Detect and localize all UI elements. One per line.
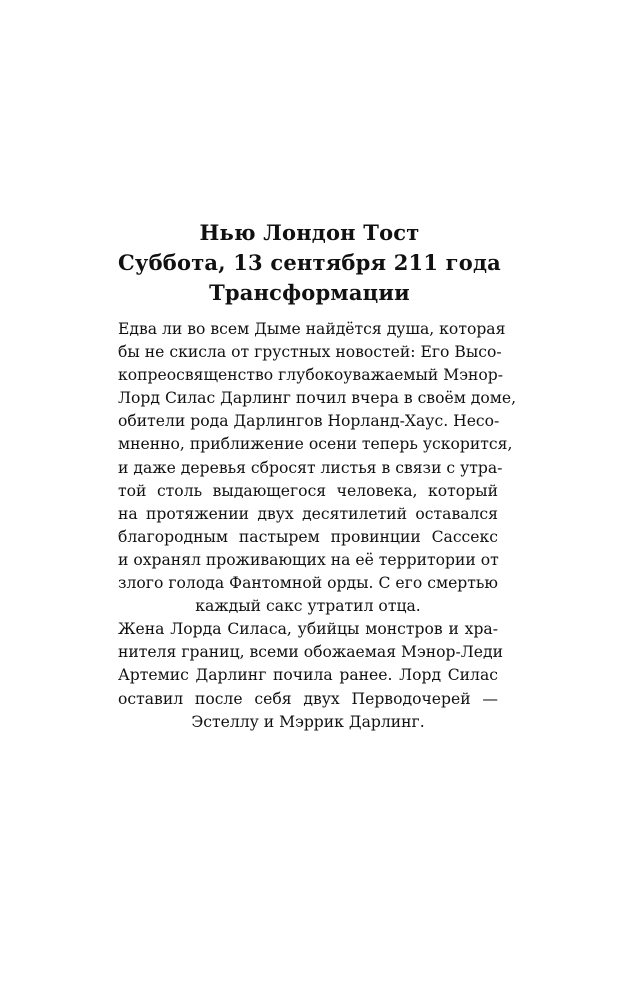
text-line: обители рода Дарлингов Норланд-Хаус. Несо- bbox=[118, 412, 500, 431]
text-line: мненно, приближение осени теперь ускорится, bbox=[118, 435, 513, 454]
era-label: Трансформации bbox=[209, 280, 410, 305]
article-heading bbox=[0, 218, 619, 308]
text-line: и охранял проживающих на её территории от bbox=[118, 550, 499, 569]
text-line: Лорд Силас Дарлинг почил вчера в своём доме, bbox=[118, 389, 517, 408]
text-line: благородным пастырем провинции Сассекс bbox=[118, 527, 498, 546]
issue-date: Суббота, 13 сентября 211 года bbox=[118, 250, 501, 275]
text-line: копреосвященство глубокоуважаемый Мэнор- bbox=[118, 366, 503, 385]
text-line-final: каждый сакс утратил отца. bbox=[195, 597, 421, 616]
paragraph-1 bbox=[118, 318, 517, 618]
newspaper-title: Нью Лондон Тост bbox=[199, 220, 420, 245]
text-line: оставил после себя двух Перводочерей — bbox=[118, 689, 498, 708]
text-line: нителя границ, всеми обожаемая Мэнор-Леди bbox=[118, 643, 503, 662]
text-line: на протяжении двух десятилетий оставался bbox=[118, 504, 498, 523]
paragraph-2 bbox=[118, 618, 503, 733]
text-line-final: Эстеллу и Мэррик Дарлинг. bbox=[191, 712, 425, 731]
text-line: Жена Лорда Силаса, убийцы монстров и хра- bbox=[118, 620, 498, 639]
text-line: злого голода Фантомной орды. С его смертью bbox=[118, 574, 498, 593]
text-line: Артемис Дарлинг почила ранее. Лорд Силас bbox=[118, 666, 498, 685]
text-line: Едва ли во всем Дыме найдётся душа, которая bbox=[118, 320, 506, 338]
text-line: бы не скисла от грустных новостей: Его Высо- bbox=[118, 343, 502, 362]
text-line: той столь выдающегося человека, который bbox=[118, 481, 498, 500]
article-body bbox=[118, 318, 517, 734]
text-line: и даже деревья сбросят листья в связи с утра- bbox=[118, 458, 503, 477]
